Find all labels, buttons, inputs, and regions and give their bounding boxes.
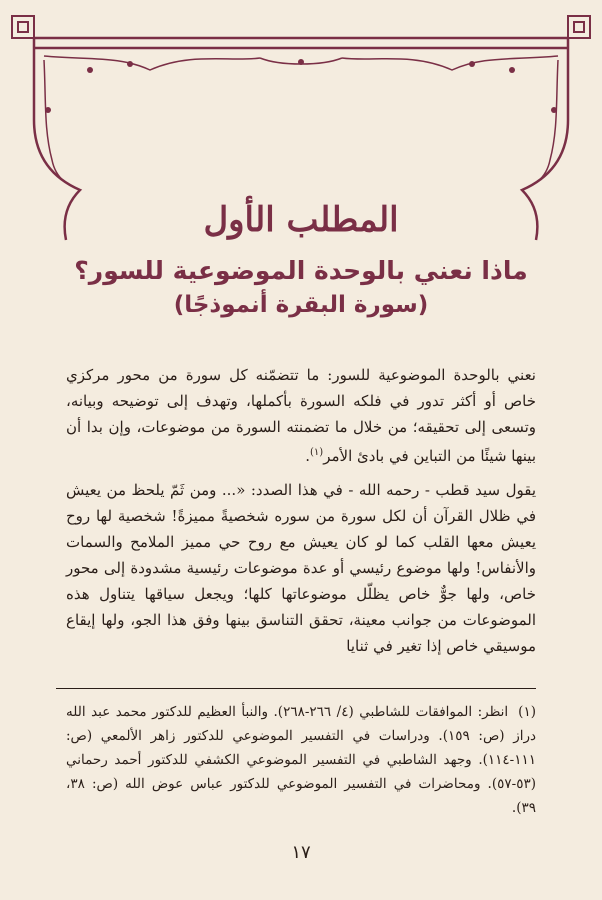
section-title: المطلب الأول (203, 200, 399, 240)
main-title: ماذا نعني بالوحدة الموضوعية للسور؟ (74, 255, 528, 285)
footnote-text: انظر: الموافقات للشاطبي (٤/ ٢٦٦-٢٦٨). والنبأ العظيم للدكتور محمد عبد الله دراز (ص: ١٥٩). ودراسات في التفسير الموضوعي للدكتور زاهر الألمعي (ص: ١١١-١١٤). وجهد الشاطبي في التفسير الموضوعي الكشفي للدكتور أحمد رحماني (٥٣-٥٧). ومحاضرات في التفسير الموضوعي للدكتور عباس عوض الله (ص: ٣٨، ٣٩). (66, 704, 536, 816)
page-number: ١٧ (291, 842, 311, 863)
paragraph-definition (66, 362, 536, 469)
footnote-reference: (١) (310, 447, 324, 458)
paragraph-quote: يقول سيد قطب - رحمه الله - في هذا الصدد: «... ومن ثَمّ يلحظ من يعيش في ظلال القرآن أن لكل سورة من سوره شخصيةً مميزةً! شخصية لها روح يعيش معها القلب كما لو كان يعيش مع روح حي مميز الملامح والسمات والأنفاس! ولها موضوع رئيسي أو عدة موضوعات رئيسية مشدودة إلى محور خاص، ولها جوٌّ خاص يظلّل موضوعاتها كلها؛ ويجعل سياقها يتناول هذه الموضوعات من جوانب معينة، تحقق التناسق بينها وفق هذا الجو، ولها إيقاع موسيقي خاص إذا تغير في ثنايا (66, 481, 536, 655)
paragraph-definition-text: نعني بالوحدة الموضوعية للسور: ما تتضمّنه كل سورة من محور مركزي خاص أو أكثر تدور في فلكه السورة بأكملها، وتهدف إلى توضيحه وبيانه، وتسعى إلى تحقيقه؛ من خلال ما تضمنته السورة من موضوعات، وإن بدا أن بينها شيئًا من التباين في بادئ الأمر (66, 366, 536, 465)
footnotes (66, 700, 536, 820)
footnote-divider (56, 688, 536, 689)
footnote-number: (١) (518, 704, 536, 720)
body-text (66, 362, 536, 667)
paragraph-definition-end: . (305, 447, 311, 465)
chapter-heading (40, 200, 562, 321)
sub-title: (سورة البقرة أنموذجًا) (173, 292, 429, 319)
